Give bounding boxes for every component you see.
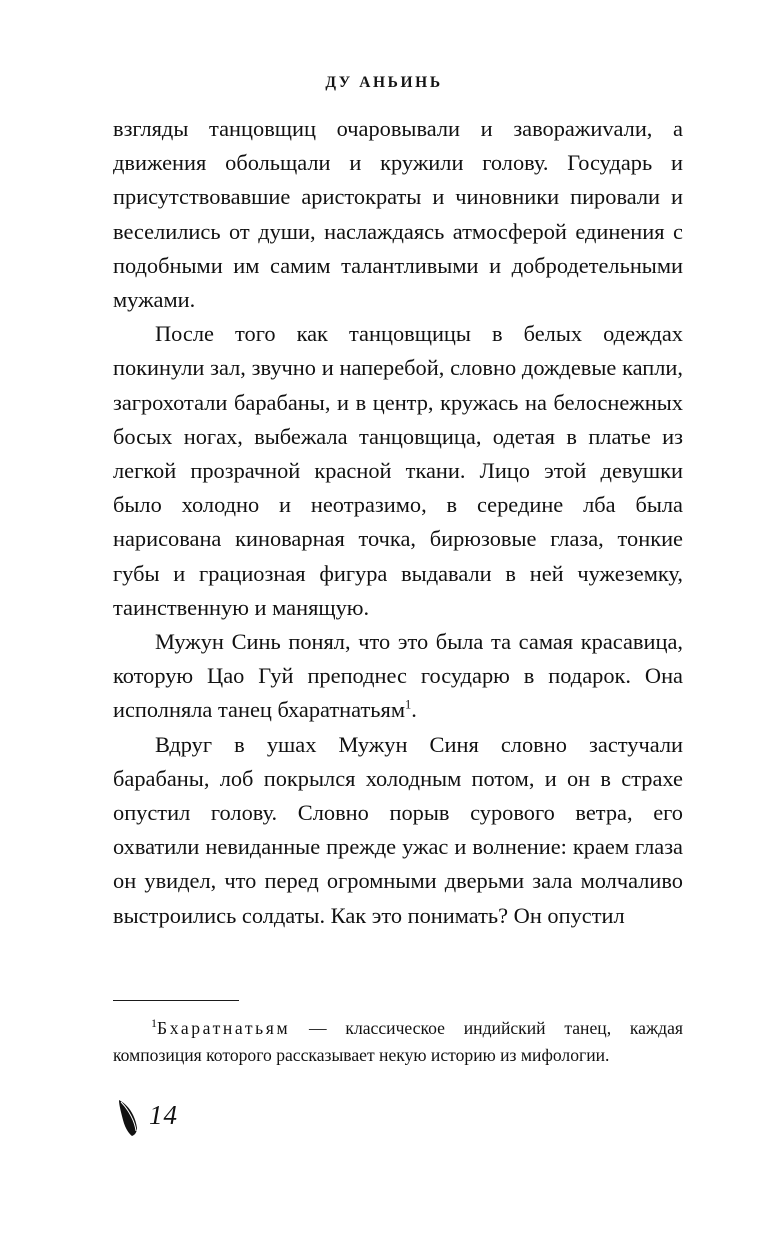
leaf-ornament-icon bbox=[113, 1098, 147, 1138]
footnote-term: Бхаратнатьям bbox=[157, 1018, 291, 1038]
footnote-reference-1[interactable]: 1 bbox=[405, 697, 412, 712]
footnote-1 bbox=[113, 1015, 683, 1069]
footnote-separator-rule bbox=[113, 1000, 239, 1001]
body-text bbox=[113, 112, 683, 933]
page-folio bbox=[113, 1098, 333, 1148]
paragraph-3-text-before-ref: Мужун Синь понял, что это была та самая красавица, которую Цао Гуй преподнес государю в подарок. Она исполняла танец бхаратнатьям bbox=[113, 629, 683, 723]
paragraph-3 bbox=[113, 625, 683, 728]
paragraph-1: взгляды танцовщиц очаровывали и заворажиvали, а движения обольщали и кружили голову. Государь и присутствовавшие аристократы и чиновники пировали и веселились от души, наслаждаясь атмосферой единения с подобными им самим талантливыми и добродетельными мужами. bbox=[113, 116, 683, 313]
footnote-area bbox=[113, 1000, 683, 1069]
page-number: 14 bbox=[149, 1100, 178, 1130]
paragraph-4: Вдруг в ушах Мужун Синя словно застучали барабаны, лоб покрылся холодным потом, и он в страхе опустил голову. Словно порыв сурового ветра, его охватили невиданные прежде ужас и волнение: краем глаза он увидел, что перед огромными дверьми зала молчаливо выстроились солдаты. Как это понимать? Он опустил bbox=[113, 731, 683, 928]
footnote-number: 1 bbox=[151, 1016, 157, 1031]
running-head: ДУ АНЬИНЬ bbox=[325, 74, 443, 91]
paragraph-2: После того как танцовщицы в белых одеждах покинули зал, звучно и наперебой, словно дождевые капли, загрохотали барабаны, и в центр, кружась на белоснежных босых ногах, выбежала танцовщица, одетая в платье из легкой прозрачной красной ткани. Лицо этой девушки было холодно и неотразимо, в середине лба была нарисована киноварная точка, бирюзовые глаза, тонкие губы и грациозная фигура выдавали в ней чужеземку, таинственную и манящую. bbox=[113, 321, 683, 620]
paragraph-3-text-after-ref: . bbox=[411, 697, 417, 723]
footnote-text: — классическое индийский танец, каждая композиция которого рассказывает некую историю из мифологии. bbox=[113, 1018, 683, 1065]
